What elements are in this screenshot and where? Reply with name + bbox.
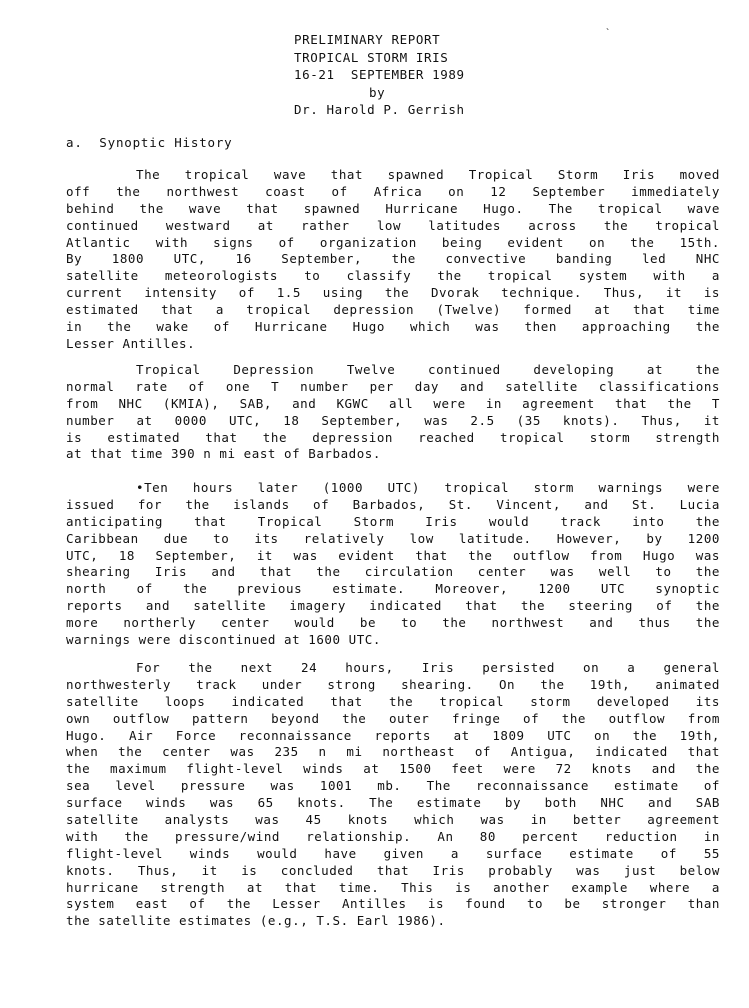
paragraph-line: UTC, 18 September, it was evident that the outflow from Hugo was: [66, 547, 720, 563]
paragraph-line: more northerly center would be to the northwest and thus the: [66, 615, 720, 631]
paragraph-line: surface winds was 65 knots. The estimate by both NHC and SAB: [66, 795, 720, 811]
paragraph-line: when the center was 235 n mi northeast of Antigua, indicated that: [66, 744, 720, 760]
paragraph-line: knots. Thus, it is concluded that Iris probably was just below: [66, 862, 720, 878]
paragraph-line: issued for the islands of Barbados, St. Vincent, and St. Lucia: [66, 496, 720, 512]
paragraph-line: estimated that a tropical depression (Twelve) formed at that time: [66, 302, 720, 318]
paragraph-line: Tropical Depression Twelve continued developing at the: [136, 362, 720, 377]
paragraph-4: [66, 660, 720, 930]
paragraph-line: anticipating that Tropical Storm Iris would track into the: [66, 513, 720, 529]
paragraph-line: satellite analysts was 45 knots which was in better agreement: [66, 812, 720, 828]
storm-name: TROPICAL STORM IRIS: [294, 49, 449, 65]
paragraph-line: reports and satellite imagery indicated that the steering of the: [66, 598, 720, 614]
paragraph-line: in the wake of Hurricane Hugo which was then approaching the: [66, 319, 720, 335]
paragraph-line: northwesterly track under strong shearing. On the 19th, animated: [66, 676, 720, 692]
paragraph-line: from NHC (KMIA), SAB, and KGWC all were in agreement that the T: [66, 395, 720, 411]
report-title: PRELIMINARY REPORT: [294, 32, 441, 47]
paragraph-line: sea level pressure was 1001 mb. The reconnaissance estimate of: [66, 778, 720, 794]
paragraph-line: current intensity of 1.5 using the Dvorak technique. Thus, it is: [66, 285, 720, 301]
paragraph-line: For the next 24 hours, Iris persisted on a general: [136, 660, 720, 675]
paragraph-line: •Ten hours later (1000 UTC) tropical storm warnings were: [136, 480, 720, 495]
byline-label: by: [369, 84, 386, 100]
paragraph-line: flight-level winds would have given a surface estimate of 55: [66, 845, 720, 861]
paragraph-line: By 1800 UTC, 16 September, the convective banding led NHC: [66, 251, 720, 267]
paragraph-line: at that time 390 n mi east of Barbados.: [66, 446, 381, 462]
paragraph-line: Lesser Antilles.: [66, 335, 196, 351]
paragraph-line: Atlantic with signs of organization being evident on the 15th.: [66, 234, 720, 250]
paragraph-line: satellite meteorologists to classify the tropical system with a: [66, 268, 720, 284]
paragraph-line: the maximum flight-level winds at 1500 feet were 72 knots and the: [66, 761, 720, 777]
paragraph-3: [66, 480, 720, 649]
paragraph-line: satellite loops indicated that the tropical storm developed its: [66, 693, 720, 709]
paragraph-2: [66, 362, 720, 463]
paragraph-line: off the northwest coast of Africa on 12 September immediately: [66, 183, 720, 199]
paragraph-line: system east of the Lesser Antilles is found to be stronger than: [66, 896, 720, 912]
report-header: [294, 31, 465, 119]
paragraph-line: number at 0000 UTC, 18 September, was 2.5 (35 knots). Thus, it: [66, 412, 720, 428]
report-dates: 16-21 SEPTEMBER 1989: [294, 67, 465, 82]
paragraph-line: hurricane strength at that time. This is another example where a: [66, 879, 720, 895]
paragraph-line: behind the wave that spawned Hurricane Hugo. The tropical wave: [66, 200, 720, 216]
author-name: Dr. Harold P. Gerrish: [294, 102, 465, 117]
paragraph-line: north of the previous estimate. Moreover, 1200 UTC synoptic: [66, 581, 720, 597]
paragraph-line: with the pressure/wind relationship. An 80 percent reduction in: [66, 828, 720, 844]
paragraph-line: the satellite estimates (e.g., T.S. Earl 1986).: [66, 913, 446, 929]
paragraph-line: continued westward at rather low latitudes across the tropical: [66, 217, 720, 233]
paragraph-line: normal rate of one T number per day and satellite classifications: [66, 378, 720, 394]
paragraph-line: own outflow pattern beyond the outer fringe of the outflow from: [66, 710, 720, 726]
paragraph-line: shearing Iris and that the circulation center was well to the: [66, 564, 720, 580]
paragraph-line: The tropical wave that spawned Tropical Storm Iris moved: [136, 167, 720, 182]
paragraph-line: is estimated that the depression reached tropical storm strength: [66, 429, 720, 445]
stray-mark: `: [605, 28, 612, 39]
paragraph-1: [66, 167, 720, 353]
paragraph-line: Hugo. Air Force reconnaissance reports at 1809 UTC on the 19th,: [66, 727, 720, 743]
section-heading: a. Synoptic History: [66, 135, 233, 150]
paragraph-line: warnings were discontinued at 1600 UTC.: [66, 632, 381, 648]
paragraph-line: Caribbean due to its relatively low latitude. However, by 1200: [66, 530, 720, 546]
